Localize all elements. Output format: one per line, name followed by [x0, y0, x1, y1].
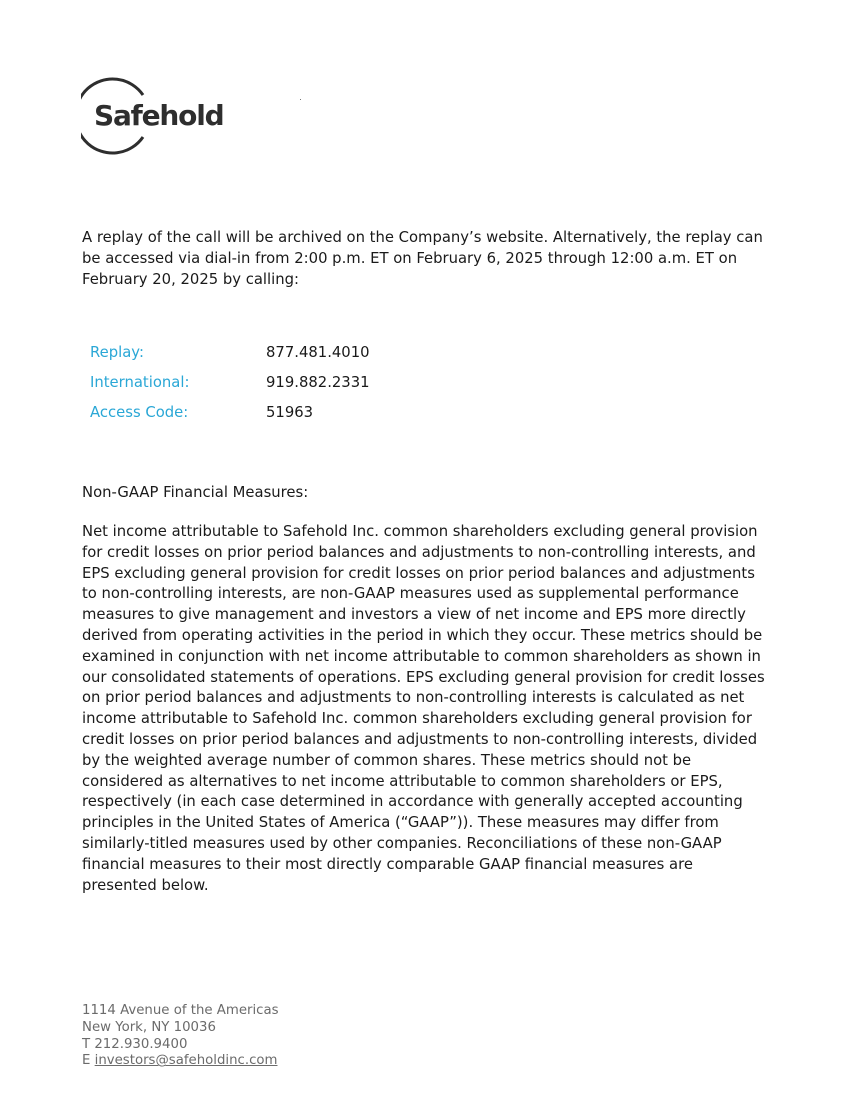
replay-intro-paragraph: A replay of the call will be archived on the Company’s website. Alternatively, the replay can be accessed via dial-in from 2:00 p.m. ET on February 6, 2025 through 12:00 a.m. ET on February 20, 2025 by calling: — [82, 229, 763, 288]
international-label: International: — [90, 373, 190, 391]
table-row — [90, 367, 370, 397]
logo-wordmark: Safehold — [94, 99, 224, 132]
international-number: 919.882.2331 — [266, 373, 370, 391]
replay-number: 877.481.4010 — [266, 343, 370, 361]
footer-contact — [82, 1003, 279, 1070]
non-gaap-paragraph: Net income attributable to Safehold Inc. common shareholders excluding general provision for credit losses on prior period balances and adjustments to non-controlling interests, and EPS excluding general provision for credit losses on prior period balances and adjustments to non-controlling interests, are non-GAAP measures used as supplemental performance measures to give management and investors a view of net income and EPS more directly derived from operating activities in the period in which they occur. These metrics should be examined in conjunction with net income attributable to common shareholders as shown in our consolidated statements of operations. EPS excluding general provision for credit losses on prior period balances and adjustments to non-controlling interests is calculated as net income attributable to Safehold Inc. common shareholders excluding general provision for credit losses on prior period balances and adjustments to non-controlling interests, divided by the weighted average number of common shares. These metrics should not be considered as alternatives to net income attributable to common shareholders or EPS, respectively (in each case determined in accordance with generally accepted accounting principles in the United States of America (“GAAP”)). These measures may differ from similarly-titled measures used by other companies. Reconciliations of these non-GAAP financial measures to their most directly comparable GAAP financial measures are presented below. — [82, 523, 765, 894]
footer-email-line — [82, 1053, 279, 1070]
footer-email-link[interactable]: investors@safeholdinc.com — [94, 1053, 278, 1069]
access-code-value: 51963 — [266, 403, 314, 421]
dial-in-table — [90, 337, 370, 427]
non-gaap-heading: Non-GAAP Financial Measures: — [82, 484, 309, 501]
safehold-logo — [81, 77, 224, 157]
replay-label: Replay: — [90, 343, 144, 361]
footer-address-line1: 1114 Avenue of the Americas — [82, 1003, 279, 1018]
table-row — [90, 397, 370, 427]
footer-phone: T 212.930.9400 — [82, 1036, 188, 1052]
table-row — [90, 337, 370, 367]
footer-address-line2: New York, NY 10036 — [82, 1019, 216, 1035]
access-code-label: Access Code: — [90, 403, 189, 421]
footer-email-prefix: E — [82, 1053, 95, 1069]
stray-dot — [300, 99, 301, 100]
